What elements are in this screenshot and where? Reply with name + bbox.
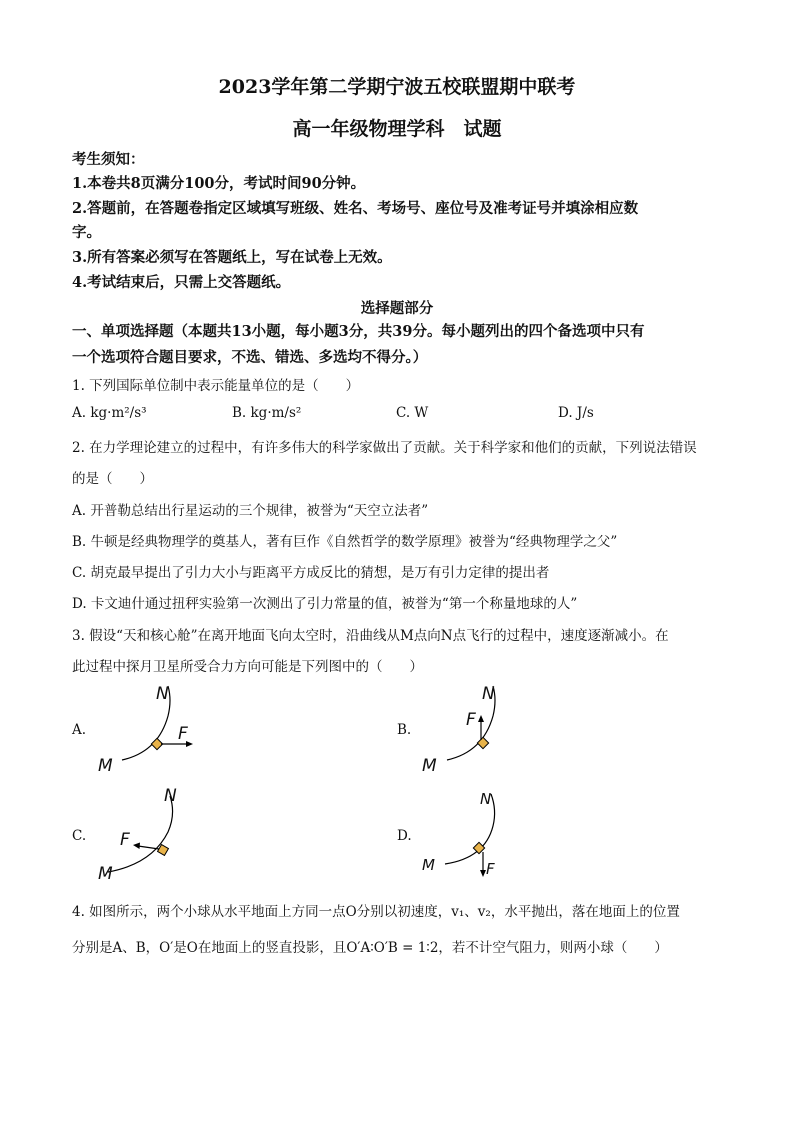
q3-option-d-label: D.: [397, 828, 412, 844]
part1-instructions-line1: 一、单项选择题（本题共13小题，每小题3分，共39分。每小题列出的四个备选项中只有: [72, 323, 645, 340]
exam-title: 2023学年第二学期宁波五校联盟期中联考: [218, 76, 576, 98]
q1-option-c: C. W: [396, 405, 429, 421]
notice-item-2: 2.答题前，在答题卷指定区域填写班级、姓名、考场号、座位号及准考证号并填涂相应数: [72, 200, 639, 217]
q3-option-c-label: C.: [72, 828, 87, 844]
q2-option-d: D. 卡文迪什通过扭秤实验第一次测出了引力常量的值，被誉为“第一个称量地球的人”: [72, 596, 578, 612]
q1-option-a: A. kg·m²/s³: [72, 405, 147, 421]
q3-stem-line1: 3. 假设“天和核心舱”在离开地面飞向太空时，沿曲线从M点向N点飞行的过程中，速度逐渐减小。在: [72, 628, 669, 644]
q3-d-label-m: M: [422, 856, 435, 874]
q3-a-label-f: F: [178, 724, 188, 744]
satellite-block: [477, 737, 488, 748]
q3-d-label-f: F: [486, 860, 495, 878]
notice-item-3: 3.所有答案必须写在答题纸上，写在试卷上无效。: [72, 249, 392, 266]
q1-option-d: D. J/s: [558, 405, 594, 421]
q2-stem-line1: 2. 在力学理论建立的过程中，有许多伟大的科学家做出了贡献。关于科学家和他们的贡献，下列说法错误: [72, 440, 697, 456]
section-title: 选择题部分: [360, 300, 434, 317]
q3-b-label-f: F: [466, 710, 476, 730]
trajectory-curve: [108, 796, 173, 872]
q4-stem-line2: 分别是A、B，O′是O在地面上的竖直投影，且O′A∶O′B = 1∶2，若不计空气阻力，则两小球（ ）: [72, 940, 668, 956]
q3-b-label-m: M: [422, 756, 437, 776]
notice-heading: 考生须知：: [72, 151, 145, 168]
arrowhead-icon: [478, 715, 484, 722]
q2-option-b: B. 牛顿是经典物理学的奠基人，著有巨作《自然哲学的数学原理》被誉为“经典物理学之父”: [72, 534, 618, 550]
part1-instructions-line2: 一个选项符合题目要求，不选、错选、多选均不得分。）: [72, 349, 428, 366]
q3-a-label-m: M: [98, 756, 113, 776]
q1-stem: 1. 下列国际单位制中表示能量单位的是（ ）: [72, 378, 360, 394]
q2-option-a: A. 开普勒总结出行星运动的三个规律，被誉为“天空立法者”: [72, 503, 429, 519]
q3-b-label-n: N: [482, 684, 495, 704]
q2-option-c: C. 胡克最早提出了引力大小与距离平方成反比的猜想，是万有引力定律的提出者: [72, 565, 550, 581]
force-arrow: [138, 846, 159, 849]
satellite-block: [473, 842, 484, 853]
q3-c-label-m: M: [98, 864, 113, 884]
q3-c-label-n: N: [164, 786, 177, 806]
q2-stem-line2: 的是（ ）: [72, 471, 153, 487]
q3-d-label-n: N: [480, 790, 492, 808]
q3-option-a-label: A.: [72, 722, 87, 738]
q3-option-b-label: B.: [397, 722, 412, 738]
q3-stem-line2: 此过程中探月卫星所受合力方向可能是下列图中的（ ）: [72, 659, 423, 675]
q4-stem-line1: 4. 如图所示，两个小球从水平地面上方同一点O分别以初速度，v₁、v₂，水平抛出，落在地面上的位置: [72, 904, 680, 920]
exam-subtitle: 高一年级物理学科 试题: [292, 118, 502, 140]
notice-item-2-cont: 字。: [72, 224, 101, 241]
q3-a-label-n: N: [156, 684, 169, 704]
notice-item-4: 4.考试结束后，只需上交答题纸。: [72, 274, 291, 291]
q1-option-b: B. kg·m/s²: [232, 405, 302, 421]
satellite-block: [151, 738, 162, 749]
q3-c-label-f: F: [120, 830, 130, 850]
arrowhead-icon: [133, 843, 140, 850]
notice-item-1: 1.本卷共8页满分100分，考试时间90分钟。: [72, 175, 366, 192]
